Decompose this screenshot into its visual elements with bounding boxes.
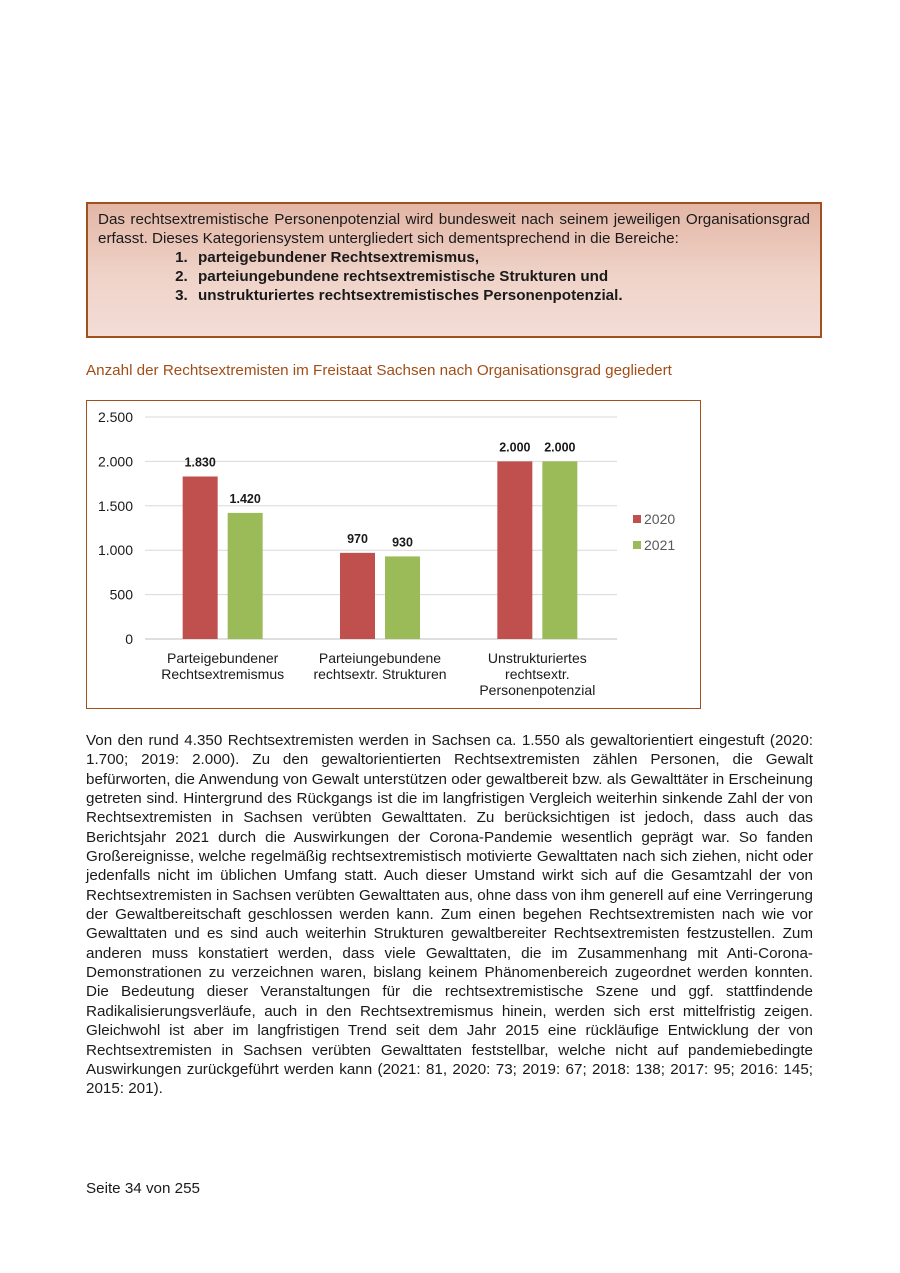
info-box [86,202,822,338]
y-tick-label: 2.500 [97,409,133,425]
legend-label: 2021 [644,537,676,553]
x-tick-label: rechtsextr. Strukturen [313,666,447,682]
legend-swatch [633,515,641,523]
x-tick-label: Parteiungebundene [318,650,442,666]
list-item: 2. parteiungebundene rechtsextremistische Strukturen und [192,267,810,286]
legend-swatch [633,541,641,549]
data-label: 1.420 [229,491,261,506]
data-label: 930 [392,535,413,550]
bar-2020 [183,476,218,639]
chart-caption: Anzahl der Rechtsextremisten im Freistaat Sachsen nach Organisationsgrad gegliedert [86,362,672,379]
data-label: 2.000 [544,440,576,455]
data-label: 970 [347,531,368,546]
bar-2021 [385,556,420,639]
x-tick-label: Parteigebundener [167,650,279,666]
data-label: 2.000 [499,440,531,455]
page-number: Seite 34 von 255 [86,1180,200,1197]
body-paragraph: Von den rund 4.350 Rechtsextremisten werden in Sachsen ca. 1.550 als gewaltorientiert eingestuft (2020: 1.700; 2019: 2.000). Zu den gewaltorientierten Rechtsextremisten zählen Personen, die Gewalt befürworten, die Anwendung von Gewalt unterstützen oder gewaltbereit bzw. als Gewalttäter in Erscheinung getreten sind. Hintergrund des Rückgangs ist die im langfristigen Vergleich weiterhin sinkende Zahl der von Rechtsextremisten in Sachsen verübten Gewalttaten. Zu berücksichtigen ist jedoch, dass auch das Berichtsjahr 2021 durch die Auswirkungen der Corona-Pandemie wesentlich geprägt war. So fanden Großereignisse, welche regelmäßig rechtsextremistisch motivierte Gewalttaten nach sich ziehen, nicht oder jedenfalls nicht im üblichen Umfang statt. Auch dieser Umstand wirkt sich auf die Gesamtzahl der von Rechtsextremisten in Sachsen verübten Gewalttaten aus, ohne dass von ihm generell auf eine Verringerung der Gewaltbereitschaft geschlossen werden kann. Zum einen begehen Rechtsextremisten nach wie vor Gewalttaten und es sind auch weiterhin Strukturen gewaltbereiter Rechtsextremisten festzustellen. Zum anderen muss konstatiert werden, dass viele Gewalttaten, die im Zusammenhang mit Anti-Corona-Demonstrationen zu verzeichnen waren, bislang keinem Phänomenbereich zugeordnet werden konnten. Die Bedeutung dieser Veranstaltungen für die rechtsextremistische Szene und ggf. stattfindende Radikalisierungsverläufe, auch in den Rechtsextremismus hinein, werden sich erst mittelfristig zeigen. Gleichwohl ist aber im langfristigen Trend seit dem Jahr 2015 eine rückläufige Entwicklung der von Rechtsextremisten in Sachsen verübten Gewalttaten feststellbar, welche nicht auf pandemiebedingte Auswirkungen zurückgeführt werden kann (2021: 81, 2020: 73; 2019: 67; 2018: 138; 2017: 95; 2016: 145; 2015: 201). [86,732,813,1098]
bar-2021 [228,513,263,639]
x-tick-label: Unstrukturiertes [487,650,587,666]
y-tick-label: 0 [125,631,133,647]
bar-2020 [340,553,375,639]
y-tick-label: 1.500 [97,497,133,514]
y-tick-label: 2.000 [97,453,133,470]
bar-2020 [497,461,532,639]
x-tick-label: rechtsextr. [505,666,570,682]
organisation-categories-list [98,248,810,305]
chart-canvas [87,401,700,708]
list-item: 3. unstrukturiertes rechtsextremistisches Personenpotenzial. [192,286,810,305]
y-tick-label: 500 [109,586,133,603]
y-tick-label: 1.000 [97,542,133,559]
bar-2021 [542,461,577,639]
bar-chart [86,400,701,709]
x-tick-label: Rechtsextremismus [161,666,285,682]
list-item: 1. parteigebundener Rechtsextremismus, [192,248,810,267]
data-label: 1.830 [184,455,216,470]
info-box-intro: Das rechtsextremistische Personenpotenzial wird bundesweit nach seinem jeweiligen Organisationsgrad erfasst. Dieses Kategoriensystem untergliedert sich dementsprechend in die Bereiche: [98,211,810,247]
legend-label: 2020 [644,511,676,527]
x-tick-label: Personenpotenzial [479,682,596,698]
